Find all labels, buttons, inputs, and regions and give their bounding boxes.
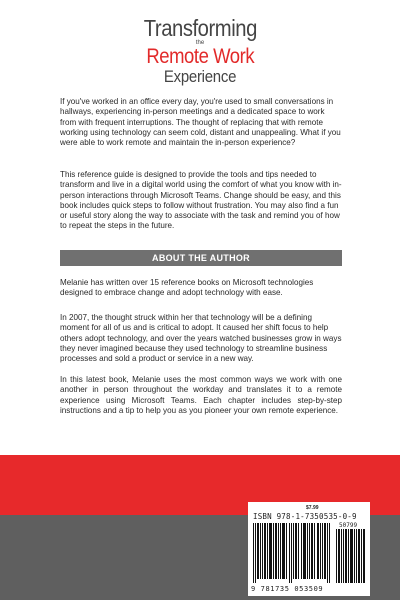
author-paragraph-2: In 2007, the thought struck within her that technology will be a defining moment for all of us and is critical to adopt. It caused her shift focus to help others adopt technology, and over the years watched businesses grow in ways they never imagined because they used technology to streamline business processes and sold a product or service in a new way. [60,313,342,364]
ean-number: 9 781735 053509 [251,585,324,593]
title-line-experience: Experience [163,67,237,86]
book-title [0,16,400,87]
title-connector: the [195,40,205,46]
isbn-label: ISBN 978-1-7350535-0-9 [253,512,357,521]
title-line-transforming: Transforming [143,15,257,41]
author-paragraph-3: In this latest book, Melanie uses the most common ways we work with one another in person throughout the workday and translates it to a remote experience using Microsoft Teams. Each chapter includes step-by-step instructions and a tip to help you as you pioneer your own remote experience. [60,375,342,415]
ean-barcode-icon [253,523,331,583]
description-paragraph-1: If you've worked in an office every day, you're used to small conversations in hallways, experiencing in-person meetings and a dedicated space to work from with frequent interruptions. The thought of replacing that with remote working using technology can seem cold, distant and unappealing. What if you were able to work remote and maintain the in-person experience? [60,97,341,148]
title-line-remote-work: Remote Work [146,45,254,68]
description-paragraph-2: This reference guide is designed to provide the tools and tips needed to transform and live in a digital world using the comfort of what you know with in-person interactions through Microsoft Teams. Change should be easy, and this book includes quick steps to follow without frustration. You may also find a fun or useful story along the way to associate with the task and remind you of how to repeat the steps in the future. [60,170,342,231]
price-addon-barcode-icon [336,529,366,583]
addon-number: 50799 [339,522,358,529]
barcode-panel [248,502,370,596]
author-paragraph-1: Melanie has written over 15 reference books on Microsoft technologies designed to embrace change and adopt technology with ease. [60,278,314,298]
about-author-heading: ABOUT THE AUTHOR [60,250,342,266]
price-label: $7.99 [306,505,319,511]
